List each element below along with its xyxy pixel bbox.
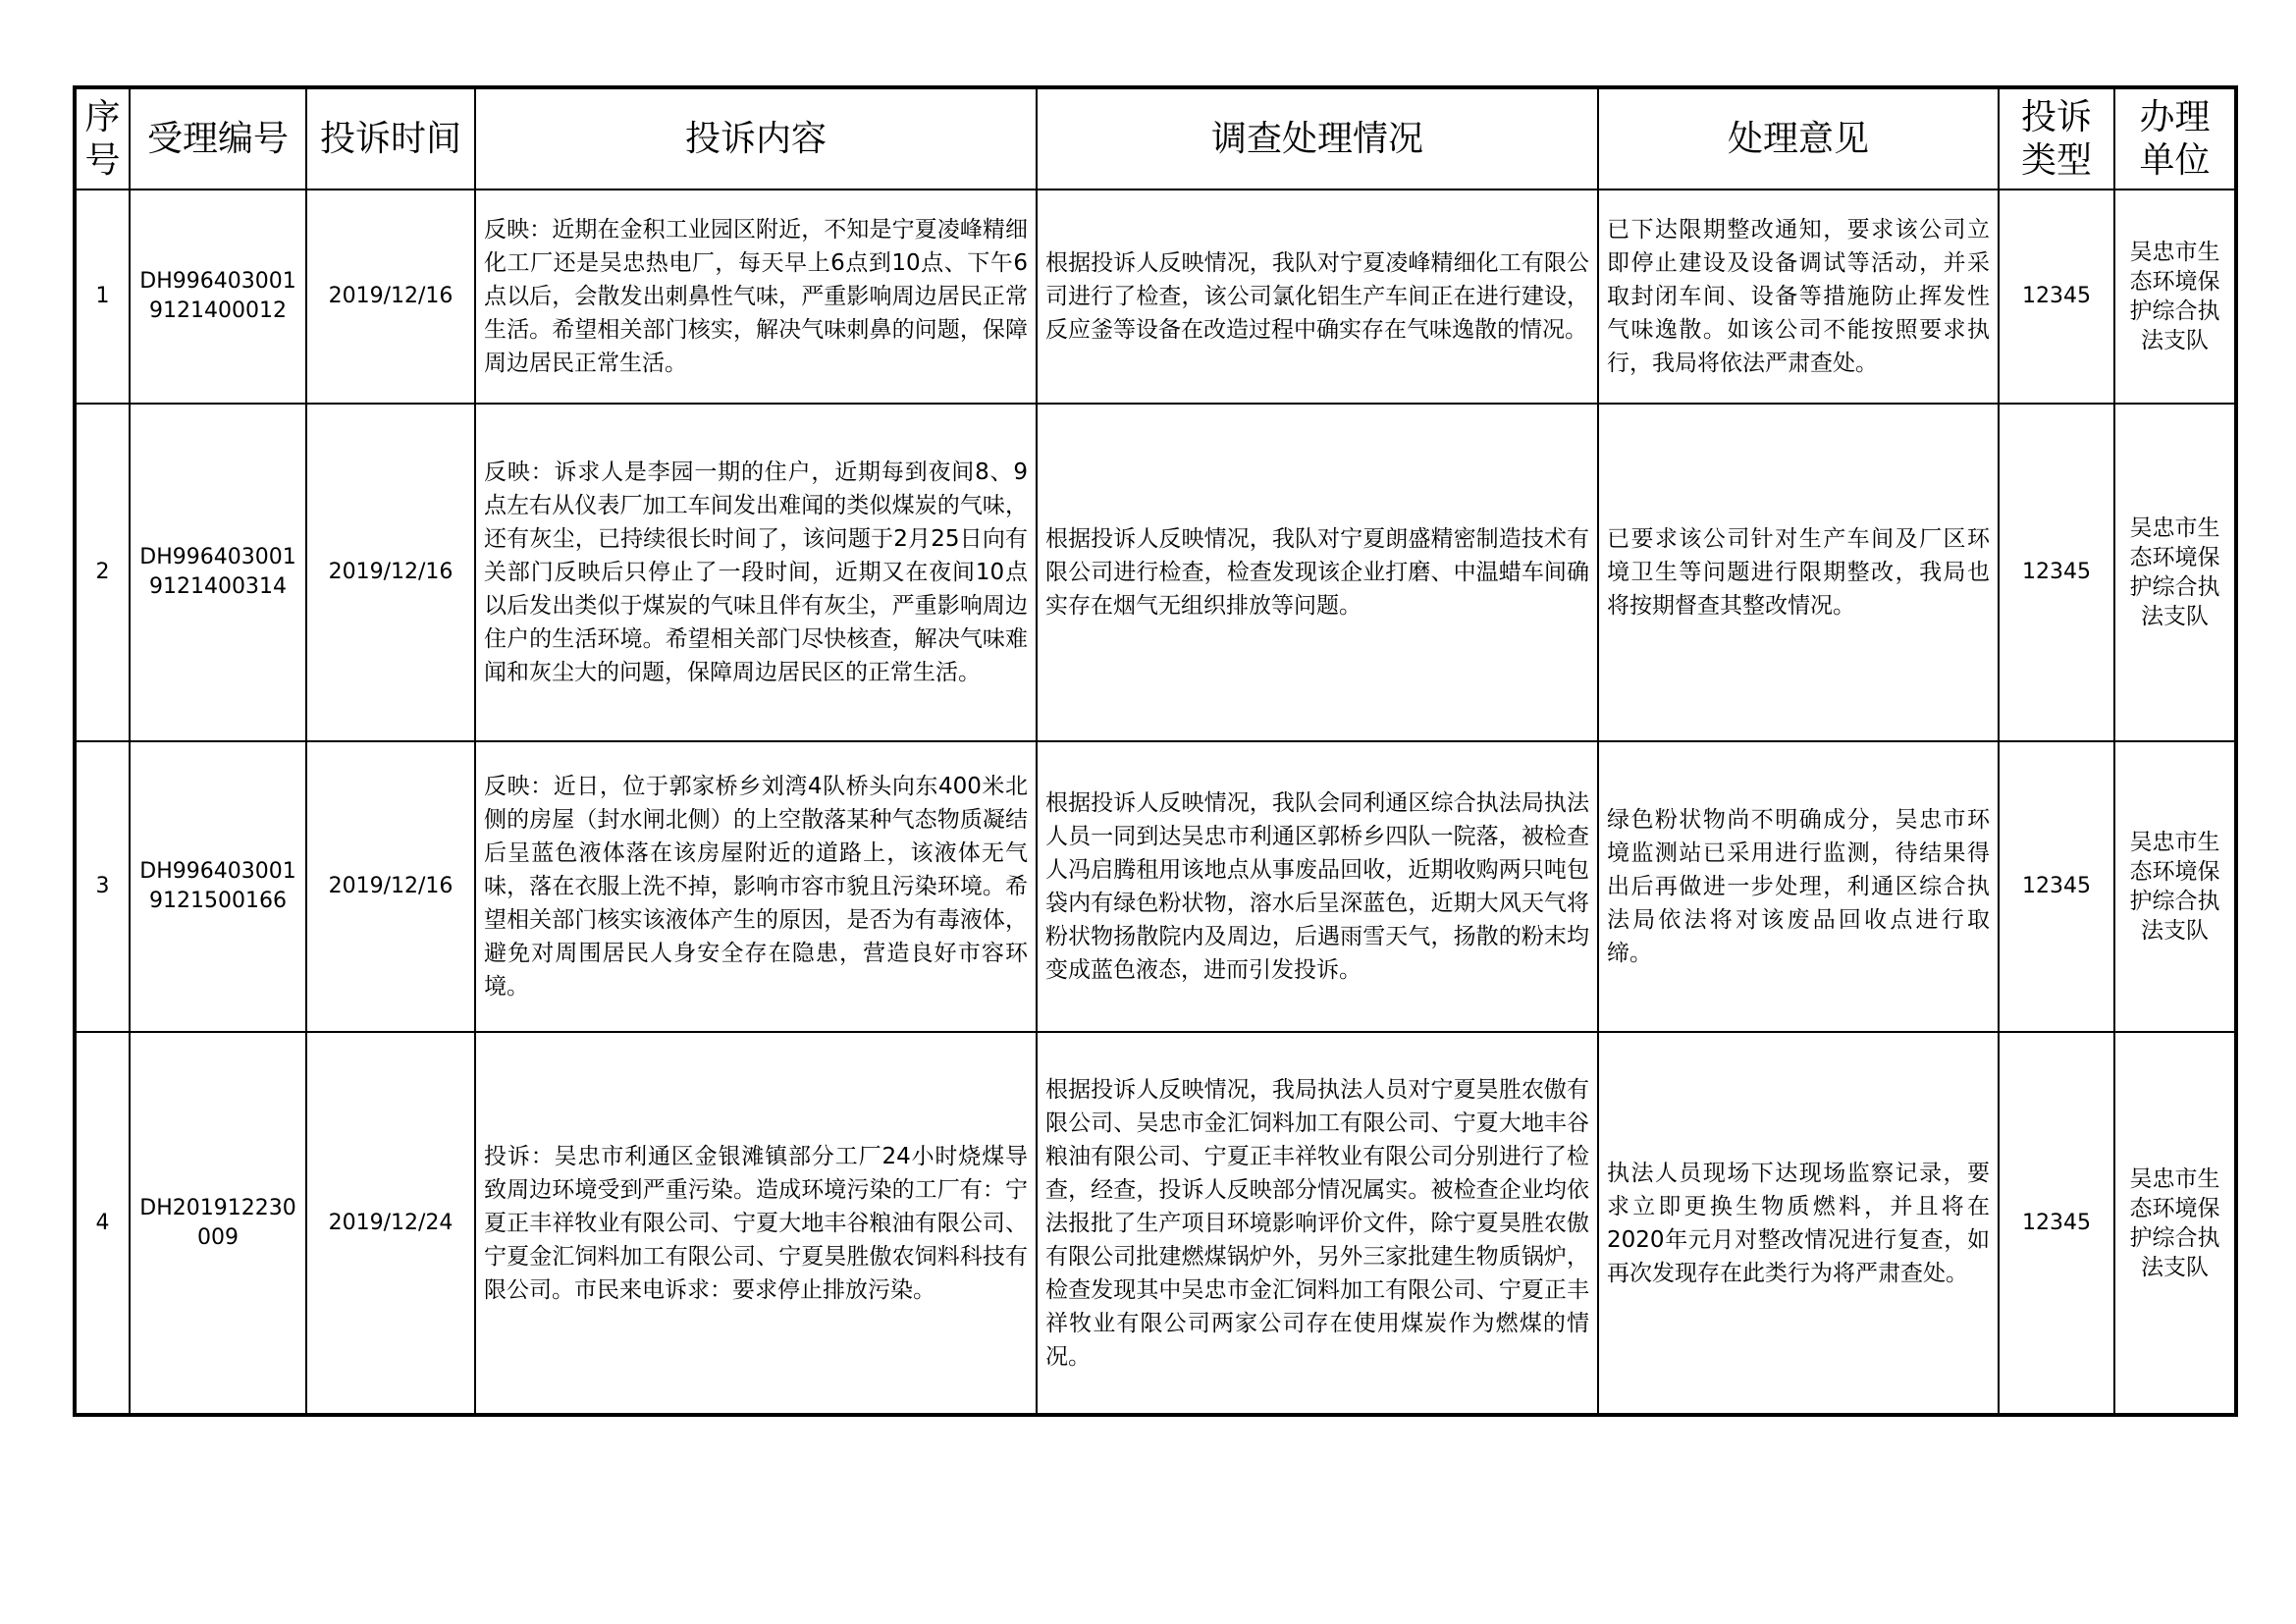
- cell-opinion: 执法人员现场下达现场监察记录，要求立即更换生物质燃料，并且将在2020年元月对整改情况进行复查，如再次发现存在此类行为将严肃查处。: [1598, 1032, 1999, 1415]
- header-id: 受理编号: [130, 87, 306, 189]
- cell-opinion: 绿色粉状物尚不明确成分，吴忠市环境监测站已采用进行监测，待结果得出后再做进一步处理，利通区综合执法局依法将对该废品回收点进行取缔。: [1598, 741, 1999, 1032]
- header-unit: 办理单位: [2114, 87, 2236, 189]
- cell-unit: 吴忠市生态环境保护综合执法支队: [2114, 1032, 2236, 1415]
- table-row: [75, 1032, 2236, 1415]
- cell-type: 12345: [1999, 741, 2114, 1032]
- cell-investigation: 根据投诉人反映情况，我局执法人员对宁夏昊胜农傲有限公司、吴忠市金汇饲料加工有限公司、宁夏大地丰谷粮油有限公司、宁夏正丰祥牧业有限公司分别进行了检查，经查，投诉人反映部分情况属实。被检查企业均依法报批了生产项目环境影响评价文件，除宁夏昊胜农傲有限公司批建燃煤锅炉外，另外三家批建生物质锅炉，检查发现其中吴忠市金汇饲料加工有限公司、宁夏正丰祥牧业有限公司两家公司存在使用煤炭作为燃煤的情况。: [1037, 1032, 1598, 1415]
- table-row: [75, 404, 2236, 741]
- header-time: 投诉时间: [306, 87, 475, 189]
- cell-type: 12345: [1999, 189, 2114, 404]
- table-row: [75, 741, 2236, 1032]
- cell-seq: 3: [75, 741, 130, 1032]
- cell-content: 反映：诉求人是李园一期的住户，近期每到夜间8、9点左右从仪表厂加工车间发出难闻的类似煤炭的气味，还有灰尘，已持续很长时间了，该问题于2月25日向有关部门反映后只停止了一段时间，近期又在夜间10点以后发出类似于煤炭的气味且伴有灰尘，严重影响周边住户的生活环境。希望相关部门尽快核查，解决气味难闻和灰尘大的问题，保障周边居民区的正常生活。: [475, 404, 1037, 741]
- cell-content: 反映：近日，位于郭家桥乡刘湾4队桥头向东400米北侧的房屋（封水闸北侧）的上空散落某种气态物质凝结后呈蓝色液体落在该房屋附近的道路上，该液体无气味，落在衣服上洗不掉，影响市容市貌且污染环境。希望相关部门核实该液体产生的原因，是否为有毒液体，避免对周围居民人身安全存在隐患，营造良好市容环境。: [475, 741, 1037, 1032]
- cell-seq: 4: [75, 1032, 130, 1415]
- cell-investigation: 根据投诉人反映情况，我队对宁夏凌峰精细化工有限公司进行了检查，该公司氯化铝生产车间正在进行建设，反应釜等设备在改造过程中确实存在气味逸散的情况。: [1037, 189, 1598, 404]
- header-seq: 序号: [75, 87, 130, 189]
- cell-id: DH9964030019121400012: [130, 189, 306, 404]
- cell-content: 投诉：吴忠市利通区金银滩镇部分工厂24小时烧煤导致周边环境受到严重污染。造成环境污染的工厂有：宁夏正丰祥牧业有限公司、宁夏大地丰谷粮油有限公司、宁夏金汇饲料加工有限公司、宁夏昊胜傲农饲料科技有限公司。市民来电诉求：要求停止排放污染。: [475, 1032, 1037, 1415]
- cell-id: DH201912230009: [130, 1032, 306, 1415]
- header-content: 投诉内容: [475, 87, 1037, 189]
- cell-unit: 吴忠市生态环境保护综合执法支队: [2114, 404, 2236, 741]
- table-row: [75, 189, 2236, 404]
- header-row: [75, 87, 2236, 189]
- cell-type: 12345: [1999, 1032, 2114, 1415]
- cell-opinion: 已要求该公司针对生产车间及厂区环境卫生等问题进行限期整改，我局也将按期督查其整改情况。: [1598, 404, 1999, 741]
- cell-time: 2019/12/16: [306, 189, 475, 404]
- cell-type: 12345: [1999, 404, 2114, 741]
- cell-time: 2019/12/16: [306, 404, 475, 741]
- cell-unit: 吴忠市生态环境保护综合执法支队: [2114, 741, 2236, 1032]
- header-type: 投诉类型: [1999, 87, 2114, 189]
- complaint-table: [73, 85, 2238, 1417]
- cell-investigation: 根据投诉人反映情况，我队对宁夏朗盛精密制造技术有限公司进行检查，检查发现该企业打磨、中温蜡车间确实存在烟气无组织排放等问题。: [1037, 404, 1598, 741]
- cell-time: 2019/12/24: [306, 1032, 475, 1415]
- cell-time: 2019/12/16: [306, 741, 475, 1032]
- cell-seq: 2: [75, 404, 130, 741]
- cell-id: DH9964030019121500166: [130, 741, 306, 1032]
- header-opinion: 处理意见: [1598, 87, 1999, 189]
- cell-seq: 1: [75, 189, 130, 404]
- cell-investigation: 根据投诉人反映情况，我队会同利通区综合执法局执法人员一同到达吴忠市利通区郭桥乡四队一院落，被检查人冯启腾租用该地点从事废品回收，近期收购两只吨包袋内有绿色粉状物，溶水后呈深蓝色，近期大风天气将粉状物扬散院内及周边，后遇雨雪天气，扬散的粉末均变成蓝色液态，进而引发投诉。: [1037, 741, 1598, 1032]
- cell-content: 反映：近期在金积工业园区附近，不知是宁夏凌峰精细化工厂还是吴忠热电厂，每天早上6点到10点、下午6点以后，会散发出刺鼻性气味，严重影响周边居民正常生活。希望相关部门核实，解决气味刺鼻的问题，保障周边居民正常生活。: [475, 189, 1037, 404]
- cell-id: DH9964030019121400314: [130, 404, 306, 741]
- cell-unit: 吴忠市生态环境保护综合执法支队: [2114, 189, 2236, 404]
- header-investigation: 调查处理情况: [1037, 87, 1598, 189]
- cell-opinion: 已下达限期整改通知，要求该公司立即停止建设及设备调试等活动，并采取封闭车间、设备等措施防止挥发性气味逸散。如该公司不能按照要求执行，我局将依法严肃查处。: [1598, 189, 1999, 404]
